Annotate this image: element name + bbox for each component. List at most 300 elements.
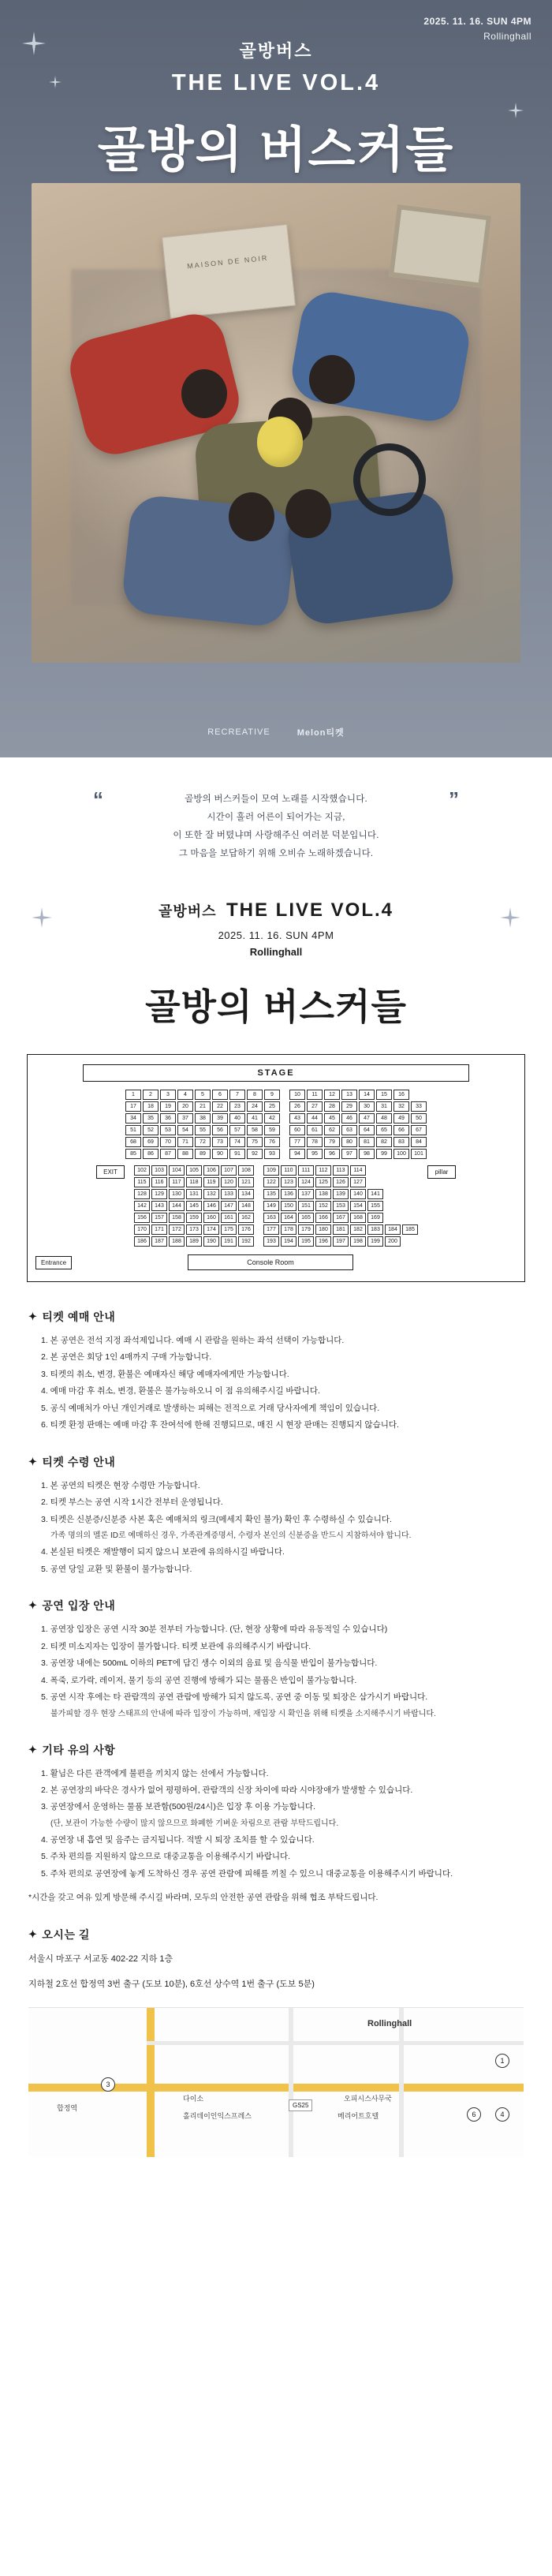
seat[interactable]: 53 bbox=[160, 1125, 176, 1135]
seat[interactable]: 12 bbox=[324, 1090, 340, 1100]
seat[interactable]: 170 bbox=[134, 1224, 150, 1235]
seat[interactable]: 171 bbox=[151, 1224, 167, 1235]
notice-heading-text: 공연 입장 안내 bbox=[42, 1599, 116, 1613]
seat[interactable]: 33 bbox=[411, 1101, 427, 1112]
notice-item: 5. 공식 예매처가 아닌 개인거래로 발생하는 피해는 전적으로 거래 당사자에게 책임이 있습니다. bbox=[41, 1403, 380, 1413]
seat[interactable]: 27 bbox=[307, 1101, 323, 1112]
exit-label: EXIT bbox=[96, 1165, 125, 1179]
seat[interactable]: 14 bbox=[359, 1090, 375, 1100]
entrance-label: Entrance bbox=[35, 1256, 72, 1269]
sparkle-icon bbox=[500, 907, 520, 928]
seat-block-lower-left bbox=[134, 1165, 254, 1247]
pillar-label: pillar bbox=[427, 1165, 456, 1179]
seat[interactable]: 166 bbox=[315, 1213, 331, 1223]
seat[interactable]: 22 bbox=[212, 1101, 228, 1112]
notice-item: 1. 공연장 입장은 공연 시작 30분 전부터 가능합니다. (단, 현장 상황에 따라 유동적일 수 있습니다) bbox=[41, 1624, 388, 1635]
seat[interactable]: 111 bbox=[298, 1165, 314, 1176]
seat[interactable]: 51 bbox=[125, 1125, 141, 1135]
notice-subitem: (단, 보관이 가능한 수량이 많지 않으므로 화폐한 기벼운 차림으로 관람 부탁드립니다. bbox=[50, 1819, 339, 1828]
seat[interactable]: 58 bbox=[247, 1125, 263, 1135]
notice-item: 4. 공연장 내 흡연 및 음주는 금지됩니다. 적발 시 퇴장 조치를 할 수 있습니다. bbox=[41, 1834, 315, 1845]
seat[interactable]: 46 bbox=[341, 1113, 357, 1123]
seat[interactable]: 35 bbox=[143, 1113, 159, 1123]
seat[interactable]: 92 bbox=[247, 1149, 263, 1159]
seat[interactable]: 154 bbox=[350, 1201, 366, 1211]
seat[interactable]: 45 bbox=[324, 1113, 340, 1123]
seat[interactable]: 182 bbox=[350, 1224, 366, 1235]
seat[interactable]: 192 bbox=[238, 1236, 254, 1247]
star-icon: ✦ bbox=[28, 1743, 38, 1755]
location-map bbox=[28, 2007, 524, 2157]
seat[interactable]: 172 bbox=[169, 1224, 185, 1235]
seat[interactable]: 118 bbox=[186, 1177, 202, 1187]
seat[interactable]: 175 bbox=[221, 1224, 237, 1235]
notice-list bbox=[28, 1478, 524, 1577]
seat[interactable]: 135 bbox=[263, 1189, 279, 1199]
seat[interactable]: 142 bbox=[134, 1201, 150, 1211]
seat[interactable]: 56 bbox=[212, 1125, 228, 1135]
seat[interactable]: 189 bbox=[186, 1236, 202, 1247]
notice-item: 6. 티켓 환정 판매는 예매 마감 후 잔여석에 한해 진행되므로, 매진 시 현장 판매는 진행되지 않습니다. bbox=[41, 1420, 399, 1430]
seat[interactable]: 120 bbox=[221, 1177, 237, 1187]
seat[interactable]: 79 bbox=[324, 1137, 340, 1147]
notice-item: 3. 티켓의 취소, 변경, 환불은 예매자신 해당 예매자에게만 가능합니다. bbox=[41, 1369, 289, 1379]
seat[interactable]: 37 bbox=[177, 1113, 193, 1123]
seat[interactable]: 93 bbox=[264, 1149, 280, 1159]
map-exit-pin: 3 bbox=[101, 2077, 115, 2092]
seat[interactable]: 153 bbox=[333, 1201, 349, 1211]
seat[interactable]: 59 bbox=[264, 1125, 280, 1135]
seat[interactable]: 42 bbox=[264, 1113, 280, 1123]
seat[interactable]: 184 bbox=[385, 1224, 401, 1235]
seat[interactable]: 145 bbox=[186, 1201, 202, 1211]
seat-row bbox=[125, 1125, 280, 1135]
seat[interactable]: 167 bbox=[333, 1213, 349, 1223]
seat[interactable]: 147 bbox=[221, 1201, 237, 1211]
seat[interactable]: 123 bbox=[281, 1177, 297, 1187]
seat[interactable]: 100 bbox=[393, 1149, 409, 1159]
seat-row bbox=[125, 1149, 280, 1159]
seat[interactable]: 67 bbox=[411, 1125, 427, 1135]
seat[interactable]: 40 bbox=[229, 1113, 245, 1123]
seat[interactable]: 41 bbox=[247, 1113, 263, 1123]
notice-other bbox=[28, 1742, 524, 1906]
seat[interactable]: 199 bbox=[367, 1236, 383, 1247]
seat[interactable]: 26 bbox=[289, 1101, 305, 1112]
address-line: 서울시 마포구 서교동 402-22 지하 1층 bbox=[28, 1953, 173, 1964]
map-label: GS25 bbox=[289, 2099, 312, 2111]
notice-heading-text: 기타 유의 사항 bbox=[42, 1743, 116, 1756]
seat[interactable]: 180 bbox=[315, 1224, 331, 1235]
hero-title: 골방의 버스커들 bbox=[97, 123, 455, 178]
section-logo bbox=[0, 899, 552, 922]
seat[interactable]: 31 bbox=[376, 1101, 392, 1112]
map-side-road bbox=[399, 2008, 404, 2157]
seat[interactable]: 143 bbox=[151, 1201, 167, 1211]
seat[interactable]: 124 bbox=[298, 1177, 314, 1187]
seat[interactable]: 130 bbox=[169, 1189, 185, 1199]
notice-list bbox=[28, 1766, 524, 1882]
seat[interactable]: 144 bbox=[169, 1201, 185, 1211]
seat[interactable]: 140 bbox=[350, 1189, 366, 1199]
seat[interactable]: 198 bbox=[350, 1236, 366, 1247]
seat[interactable]: 50 bbox=[411, 1113, 427, 1123]
seat[interactable]: 9 bbox=[264, 1090, 280, 1100]
seat[interactable]: 81 bbox=[359, 1137, 375, 1147]
seat[interactable]: 188 bbox=[169, 1236, 185, 1247]
seat[interactable]: 23 bbox=[229, 1101, 245, 1112]
seat[interactable]: 29 bbox=[341, 1101, 357, 1112]
member-head bbox=[309, 355, 355, 404]
seat[interactable]: 6 bbox=[212, 1090, 228, 1100]
notice-item: 1. 본 공연은 전석 지정 좌석제입니다. 예매 시 관람을 원하는 좌석 선택이 가능합니다. bbox=[41, 1336, 345, 1345]
seat-row bbox=[263, 1201, 418, 1211]
seat[interactable]: 97 bbox=[341, 1149, 357, 1159]
pillar-marker bbox=[427, 1165, 456, 1179]
seat[interactable]: 13 bbox=[341, 1090, 357, 1100]
seat[interactable]: 196 bbox=[315, 1236, 331, 1247]
quote-line: 시간이 흘러 어른이 되어가는 지금, bbox=[207, 813, 345, 822]
seat[interactable]: 44 bbox=[307, 1113, 323, 1123]
seat[interactable]: 113 bbox=[333, 1165, 349, 1176]
seat[interactable]: 89 bbox=[195, 1149, 211, 1159]
seat[interactable]: 149 bbox=[263, 1201, 279, 1211]
seat[interactable]: 115 bbox=[134, 1177, 150, 1187]
member-head bbox=[181, 369, 227, 418]
seat[interactable]: 32 bbox=[393, 1101, 409, 1112]
hero-date: 2025. 11. 16. SUN 4PM bbox=[423, 16, 531, 27]
seat[interactable]: 96 bbox=[324, 1149, 340, 1159]
seat[interactable]: 125 bbox=[315, 1177, 331, 1187]
seat[interactable]: 82 bbox=[376, 1137, 392, 1147]
seat[interactable]: 119 bbox=[203, 1177, 219, 1187]
seat-block-lower-right bbox=[263, 1165, 418, 1247]
seat-row bbox=[263, 1177, 418, 1187]
seat[interactable]: 105 bbox=[186, 1165, 202, 1176]
seat[interactable]: 121 bbox=[238, 1177, 254, 1187]
seat[interactable]: 195 bbox=[298, 1236, 314, 1247]
seat[interactable]: 200 bbox=[385, 1236, 401, 1247]
hero-venue: Rollinghall bbox=[483, 30, 531, 42]
seat[interactable]: 139 bbox=[333, 1189, 349, 1199]
credit-melon-ticket: Melon티켓 bbox=[297, 728, 345, 738]
seat[interactable]: 80 bbox=[341, 1137, 357, 1147]
seat[interactable]: 181 bbox=[333, 1224, 349, 1235]
seat[interactable]: 63 bbox=[341, 1125, 357, 1135]
seat[interactable]: 129 bbox=[151, 1189, 167, 1199]
seat[interactable]: 191 bbox=[221, 1236, 237, 1247]
map-venue-label: Rollinghall bbox=[367, 2018, 412, 2028]
seat[interactable]: 57 bbox=[229, 1125, 245, 1135]
seat[interactable]: 158 bbox=[169, 1213, 185, 1223]
seat[interactable]: 127 bbox=[350, 1177, 366, 1187]
seat[interactable]: 72 bbox=[195, 1137, 211, 1147]
member-head bbox=[229, 492, 274, 541]
seat[interactable]: 157 bbox=[151, 1213, 167, 1223]
seat[interactable]: 55 bbox=[195, 1125, 211, 1135]
hero-credits bbox=[0, 726, 552, 738]
quote-open-mark: “ bbox=[93, 787, 103, 811]
seat[interactable]: 24 bbox=[247, 1101, 263, 1112]
notice-heading-text: 오시는 길 bbox=[42, 1927, 90, 1941]
notice-subitem: 불가피할 경우 현장 스태프의 안내에 따라 입장이 가능하며, 재입장 시 확인을 위해 티켓을 소지해주시기 바랍니다. bbox=[50, 1709, 436, 1718]
seat[interactable]: 20 bbox=[177, 1101, 193, 1112]
seat[interactable]: 159 bbox=[186, 1213, 202, 1223]
star-icon: ✦ bbox=[28, 1455, 38, 1467]
seat[interactable]: 183 bbox=[367, 1224, 383, 1235]
seat[interactable]: 136 bbox=[281, 1189, 297, 1199]
section-logo-kr: 골방버스 bbox=[158, 903, 217, 919]
seat[interactable]: 126 bbox=[333, 1177, 349, 1187]
seat[interactable]: 178 bbox=[281, 1224, 297, 1235]
seat-row bbox=[289, 1090, 427, 1100]
section-logo-en: THE LIVE VOL.4 bbox=[226, 899, 394, 921]
seat[interactable]: 109 bbox=[263, 1165, 279, 1176]
seat[interactable]: 117 bbox=[169, 1177, 185, 1187]
notice-list bbox=[28, 1333, 524, 1434]
seat[interactable]: 38 bbox=[195, 1113, 211, 1123]
seat[interactable]: 131 bbox=[186, 1189, 202, 1199]
notice-subitem: 가족 명의의 멜론 ID로 예매하신 경우, 가족관계증명서, 수령자 본인의 신분증을 반드시 지참하셔야 합니다. bbox=[50, 1531, 412, 1541]
seat[interactable]: 156 bbox=[134, 1213, 150, 1223]
seat[interactable]: 116 bbox=[151, 1177, 167, 1187]
seat[interactable]: 132 bbox=[203, 1189, 219, 1199]
seat-row bbox=[263, 1165, 418, 1176]
seat-map bbox=[27, 1054, 525, 1282]
notice-list bbox=[28, 1621, 524, 1721]
seat[interactable]: 107 bbox=[221, 1165, 237, 1176]
seat[interactable]: 160 bbox=[203, 1213, 219, 1223]
seat[interactable]: 185 bbox=[402, 1224, 418, 1235]
transit-line: 지하철 2호선 합정역 3번 출구 (도보 10분), 6호선 상수역 1번 출구 (도보 5분) bbox=[28, 1979, 315, 1989]
notice-item: 5. 공연 시작 후에는 타 관람객의 공연 관람에 방해가 되지 않도록, 공연 중 이동 및 퇴장은 삼가시기 바랍니다. bbox=[41, 1692, 428, 1703]
seat[interactable]: 173 bbox=[186, 1224, 202, 1235]
seat[interactable]: 8 bbox=[247, 1090, 263, 1100]
seat[interactable]: 62 bbox=[324, 1125, 340, 1135]
seat[interactable]: 114 bbox=[350, 1165, 366, 1176]
seat[interactable]: 77 bbox=[289, 1137, 305, 1147]
prop-balloon bbox=[257, 417, 303, 467]
seat[interactable]: 65 bbox=[376, 1125, 392, 1135]
seat[interactable]: 112 bbox=[315, 1165, 331, 1176]
seat[interactable]: 16 bbox=[393, 1090, 409, 1100]
seat[interactable]: 106 bbox=[203, 1165, 219, 1176]
seat[interactable]: 70 bbox=[160, 1137, 176, 1147]
seat[interactable]: 155 bbox=[367, 1201, 383, 1211]
seat[interactable]: 151 bbox=[298, 1201, 314, 1211]
seat[interactable]: 190 bbox=[203, 1236, 219, 1247]
seat[interactable]: 87 bbox=[160, 1149, 176, 1159]
seat[interactable]: 76 bbox=[264, 1137, 280, 1147]
seat[interactable]: 54 bbox=[177, 1125, 193, 1135]
seat[interactable]: 164 bbox=[281, 1213, 297, 1223]
quote-line: 그 마음을 보답하기 위해 오비슈 노래하겠습니다. bbox=[178, 849, 374, 858]
seat[interactable]: 194 bbox=[281, 1236, 297, 1247]
seat[interactable]: 5 bbox=[195, 1090, 211, 1100]
seat[interactable]: 3 bbox=[160, 1090, 176, 1100]
seat[interactable]: 179 bbox=[298, 1224, 314, 1235]
seat[interactable]: 17 bbox=[125, 1101, 141, 1112]
seat[interactable]: 48 bbox=[376, 1113, 392, 1123]
seat[interactable]: 19 bbox=[160, 1101, 176, 1112]
seat[interactable]: 176 bbox=[238, 1224, 254, 1235]
seat[interactable]: 152 bbox=[315, 1201, 331, 1211]
seat[interactable]: 101 bbox=[411, 1149, 427, 1159]
seat[interactable]: 161 bbox=[221, 1213, 237, 1223]
notice-item: 2. 티켓 부스는 공연 시작 1시간 전부터 운영됩니다. bbox=[41, 1497, 223, 1508]
seat[interactable]: 146 bbox=[203, 1201, 219, 1211]
seat[interactable]: 21 bbox=[195, 1101, 211, 1112]
seat[interactable]: 138 bbox=[315, 1189, 331, 1199]
seat-row bbox=[263, 1224, 418, 1235]
seat[interactable]: 43 bbox=[289, 1113, 305, 1123]
seat[interactable]: 84 bbox=[411, 1137, 427, 1147]
seat-row bbox=[289, 1125, 427, 1135]
seat[interactable]: 30 bbox=[359, 1101, 375, 1112]
map-exit-pin: 6 bbox=[467, 2107, 481, 2122]
seat[interactable]: 25 bbox=[264, 1101, 280, 1112]
console-room-label: Console Room bbox=[188, 1254, 353, 1270]
seat[interactable]: 85 bbox=[125, 1149, 141, 1159]
prop-picture-frame bbox=[389, 204, 491, 288]
seat[interactable]: 36 bbox=[160, 1113, 176, 1123]
seat[interactable]: 187 bbox=[151, 1236, 167, 1247]
seat[interactable]: 78 bbox=[307, 1137, 323, 1147]
seat[interactable]: 69 bbox=[143, 1137, 159, 1147]
map-exit-pin: 4 bbox=[495, 2107, 509, 2122]
seat[interactable]: 98 bbox=[359, 1149, 375, 1159]
seat[interactable]: 95 bbox=[307, 1149, 323, 1159]
seat[interactable]: 103 bbox=[151, 1165, 167, 1176]
seat-row bbox=[263, 1236, 418, 1247]
seat[interactable]: 74 bbox=[229, 1137, 245, 1147]
seat[interactable]: 61 bbox=[307, 1125, 323, 1135]
seat[interactable]: 99 bbox=[376, 1149, 392, 1159]
seat[interactable]: 141 bbox=[367, 1189, 383, 1199]
star-icon: ✦ bbox=[28, 1927, 38, 1940]
seat-row bbox=[125, 1101, 280, 1112]
seat[interactable]: 1 bbox=[125, 1090, 141, 1100]
seat[interactable]: 150 bbox=[281, 1201, 297, 1211]
notice-ticket-pickup bbox=[28, 1454, 524, 1577]
seat[interactable]: 90 bbox=[212, 1149, 228, 1159]
seat[interactable]: 18 bbox=[143, 1101, 159, 1112]
notice-item: 2. 본 공연장의 바닥은 경사가 없어 평평하여, 관람객의 신장 차이에 따라 시야장애가 발생할 수 있습니다. bbox=[41, 1785, 413, 1795]
seat[interactable]: 39 bbox=[212, 1113, 228, 1123]
quote-close-mark: ” bbox=[449, 787, 459, 811]
seat[interactable]: 108 bbox=[238, 1165, 254, 1176]
notice-heading bbox=[28, 1742, 524, 1758]
seat[interactable]: 10 bbox=[289, 1090, 305, 1100]
stage-label: STAGE bbox=[83, 1064, 469, 1082]
seat[interactable]: 2 bbox=[143, 1090, 159, 1100]
seat[interactable]: 193 bbox=[263, 1236, 279, 1247]
seat[interactable]: 49 bbox=[393, 1113, 409, 1123]
seat-map-footer bbox=[35, 1254, 517, 1270]
seat-row bbox=[125, 1113, 280, 1123]
seat[interactable]: 91 bbox=[229, 1149, 245, 1159]
notice-ticket-reservation bbox=[28, 1309, 524, 1434]
map-label: 메리어트호텔 bbox=[338, 2111, 379, 2120]
section-title: 골방의 버스커들 bbox=[145, 986, 407, 1027]
hero-photo bbox=[32, 183, 520, 663]
seat[interactable]: 64 bbox=[359, 1125, 375, 1135]
seat-row bbox=[125, 1137, 280, 1147]
seat-block-upper-right bbox=[289, 1090, 427, 1159]
seat[interactable]: 122 bbox=[263, 1177, 279, 1187]
notice-heading bbox=[28, 1309, 524, 1325]
seat[interactable]: 73 bbox=[212, 1137, 228, 1147]
seat[interactable]: 11 bbox=[307, 1090, 323, 1100]
map-cross-road bbox=[147, 2008, 155, 2157]
prop-book: MAISON DE NOIR bbox=[162, 224, 296, 319]
seat[interactable]: 71 bbox=[177, 1137, 193, 1147]
seat-row bbox=[289, 1113, 427, 1123]
map-label: 합정역 bbox=[57, 2103, 78, 2112]
seat[interactable]: 60 bbox=[289, 1125, 305, 1135]
seat[interactable]: 163 bbox=[263, 1213, 279, 1223]
seat[interactable]: 34 bbox=[125, 1113, 141, 1123]
seat[interactable]: 165 bbox=[298, 1213, 314, 1223]
seat[interactable]: 110 bbox=[281, 1165, 297, 1176]
notice-item: 2. 티켓 미소지자는 입장이 불가합니다. 티켓 보관에 유의해주시기 바랍니다. bbox=[41, 1641, 311, 1651]
seat[interactable]: 162 bbox=[238, 1213, 254, 1223]
seat[interactable]: 134 bbox=[238, 1189, 254, 1199]
seat[interactable]: 133 bbox=[221, 1189, 237, 1199]
seat[interactable]: 128 bbox=[134, 1189, 150, 1199]
seat[interactable]: 28 bbox=[324, 1101, 340, 1112]
hero-logo-kr: 골방버스 bbox=[239, 41, 313, 61]
seat[interactable]: 15 bbox=[376, 1090, 392, 1100]
seat[interactable]: 47 bbox=[359, 1113, 375, 1123]
seat[interactable]: 4 bbox=[177, 1090, 193, 1100]
seat[interactable]: 86 bbox=[143, 1149, 159, 1159]
seat-row bbox=[263, 1213, 418, 1223]
seat[interactable]: 88 bbox=[177, 1149, 193, 1159]
seat[interactable]: 197 bbox=[333, 1236, 349, 1247]
exit-marker bbox=[96, 1165, 125, 1179]
seat[interactable]: 177 bbox=[263, 1224, 279, 1235]
notice-heading bbox=[28, 1927, 524, 1942]
seat[interactable]: 94 bbox=[289, 1149, 305, 1159]
seat[interactable]: 52 bbox=[143, 1125, 159, 1135]
seat[interactable]: 148 bbox=[238, 1201, 254, 1211]
seat[interactable]: 66 bbox=[393, 1125, 409, 1135]
seat-row bbox=[134, 1165, 254, 1176]
seat[interactable]: 7 bbox=[229, 1090, 245, 1100]
map-side-road bbox=[289, 2008, 293, 2157]
quote-line: 이 또한 잘 버텼냐며 사랑해주신 여러분 덕분입니다. bbox=[173, 831, 379, 840]
seat[interactable]: 186 bbox=[134, 1236, 150, 1247]
seat[interactable]: 104 bbox=[169, 1165, 185, 1176]
seat[interactable]: 169 bbox=[367, 1213, 383, 1223]
seat-lower-area bbox=[35, 1165, 517, 1247]
seat[interactable]: 75 bbox=[247, 1137, 263, 1147]
seat[interactable]: 68 bbox=[125, 1137, 141, 1147]
seat[interactable]: 137 bbox=[298, 1189, 314, 1199]
star-icon: ✦ bbox=[28, 1310, 38, 1322]
seat[interactable]: 168 bbox=[350, 1213, 366, 1223]
section-date: 2025. 11. 16. SUN 4PM bbox=[218, 929, 334, 941]
seat[interactable]: 174 bbox=[203, 1224, 219, 1235]
notice-item: 4. 예매 마감 후 취소, 변경, 환불은 불가능하오니 이 점 유의해주시길 바랍니다. bbox=[41, 1386, 320, 1396]
seat-row bbox=[134, 1177, 254, 1187]
seat[interactable]: 83 bbox=[393, 1137, 409, 1147]
hero-logo-en: THE LIVE VOL.4 bbox=[171, 70, 381, 95]
quote-line: 골방의 버스커들이 모여 노래를 시작했습니다. bbox=[185, 794, 367, 804]
seat[interactable]: 102 bbox=[134, 1165, 150, 1176]
map-label: 홀리데이인익스프레스 bbox=[183, 2111, 252, 2120]
